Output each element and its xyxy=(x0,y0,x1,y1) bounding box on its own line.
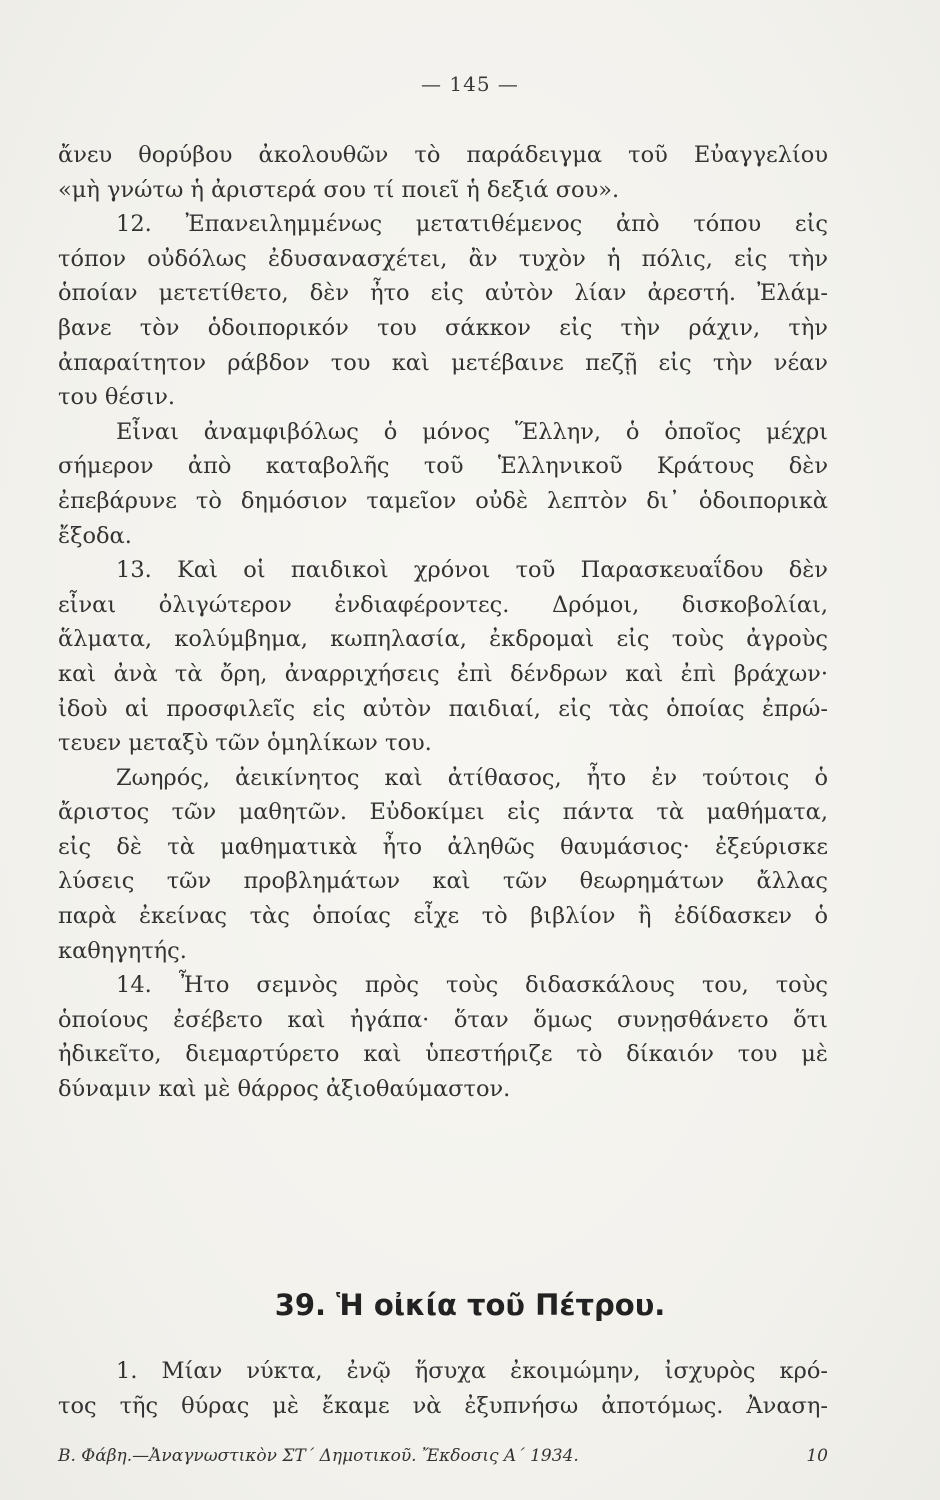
text-line: Εἶναι ἀναμφιβόλως ὁ μόνος Ἕλλην, ὁ ὁποῖος μέχρι xyxy=(116,418,828,445)
text-line: του θέσιν. xyxy=(58,384,176,411)
text-line: Ζωηρός, ἀεικίνητος καὶ ἀτίθασος, ἦτο ἐν τούτοις ὁ xyxy=(116,764,828,791)
page-number: — 145 — xyxy=(421,72,519,96)
text-line: εἰς δὲ τὰ μαθηματικὰ ἦτο ἀληθῶς θαυμάσιος· ἐξεύρισκε xyxy=(58,833,828,860)
body-text-main xyxy=(58,138,828,1107)
text-line: ἔξοδα. xyxy=(58,522,132,549)
text-line: 13. Καὶ οἱ παιδικοὶ χρόνοι τοῦ Παρασκευαΐδου δὲν xyxy=(116,557,828,584)
text-line: 14. Ἦτο σεμνὸς πρὸς τοὺς διδασκάλους του, τοὺς xyxy=(116,972,828,999)
text-line: 12. Ἐπανειλημμένως μετατιθέμενος ἀπὸ τόπου εἰς xyxy=(116,211,828,238)
text-line: τευεν μεταξὺ τῶν ὁμηλίκων του. xyxy=(58,730,432,757)
text-line: εἶναι ὀλιγώτερον ἐνδιαφέροντες. Δρόμοι, δισκοβολίαι, xyxy=(58,591,828,618)
text-line: ἐπεβάρυνε τὸ δημόσιον ταμεῖον οὐδὲ λεπτὸν δι᾽ ὁδοιπορικὰ xyxy=(58,487,828,514)
text-line: ἄριστος τῶν μαθητῶν. Εὐδοκίμει εἰς πάντα τὰ μαθήματα, xyxy=(58,799,828,826)
signature-number: 10 xyxy=(806,1446,828,1466)
body-text-chapter xyxy=(58,1354,828,1423)
chapter-heading: 39. Ἡ οἰκία τοῦ Πέτρου. xyxy=(274,1288,666,1322)
text-line: βανε τὸν ὁδοιπορικόν του σάκκον εἰς τὴν ράχιν, τὴν xyxy=(58,314,828,341)
text-line: σήμερον ἀπὸ καταβολῆς τοῦ Ἑλληνικοῦ Κράτους δὲν xyxy=(58,453,828,480)
text-line: καὶ ἀνὰ τὰ ὄρη, ἀναρριχήσεις ἐπὶ δένδρων καὶ ἐπὶ βράχων· xyxy=(58,660,828,687)
text-line: ὁποίαν μετετίθετο, δὲν ἦτο εἰς αὐτὸν λίαν ἀρεστή. Ἐλάμ- xyxy=(58,280,828,307)
text-line: ἄνευ θορύβου ἀκολουθῶν τὸ παράδειγμα τοῦ Εὐαγγελίου xyxy=(58,142,828,168)
page-footer xyxy=(58,1446,828,1466)
text-line: ἅλματα, κολύμβημα, κωπηλασία, ἐκδρομαὶ εἰς τοὺς ἀγροὺς xyxy=(58,626,828,653)
text-line: «μὴ γνώτω ἡ ἀριστερά σου τί ποιεῖ ἡ δεξιά σου». xyxy=(58,176,620,203)
text-line: ἰδοὺ αἱ προσφιλεῖς εἰς αὐτὸν παιδιαί, εἰς τὰς ὁποίας ἐπρώ- xyxy=(58,695,828,722)
text-line: λύσεις τῶν προβλημάτων καὶ τῶν θεωρημάτων ἄλλας xyxy=(58,868,828,895)
text-line: 1. Μίαν νύκτα, ἐνῷ ἥσυχα ἐκοιμώμην, ἰσχυρὸς κρό- xyxy=(116,1358,828,1384)
footer-citation: Β. Φάβη.—Ἀναγνωστικὸν ΣΤ΄ Δημοτικοῦ. Ἔκδοσις Α΄ 1934. xyxy=(58,1446,579,1466)
text-line: τος τῆς θύρας μὲ ἔκαμε νὰ ἐξυπνήσω ἀποτόμως. Ἀναση- xyxy=(58,1392,828,1419)
text-line: ἀπαραίτητον ράβδον του καὶ μετέβαινε πεζῇ εἰς τὴν νέαν xyxy=(58,349,828,376)
text-line: τόπον οὐδόλως ἐδυσανασχέτει, ἂν τυχὸν ἡ πόλις, εἰς τὴν xyxy=(58,245,828,272)
text-line: δύναμιν καὶ μὲ θάρρος ἀξιοθαύμαστον. xyxy=(58,1076,511,1103)
text-line: ὁποίους ἐσέβετο καὶ ἠγάπα· ὅταν ὅμως συνῃσθάνετο ὅτι xyxy=(58,1006,828,1033)
text-line: ἠδικεῖτο, διεμαρτύρετο καὶ ὑπεστήριζε τὸ δίκαιόν του μὲ xyxy=(58,1041,828,1068)
text-line: καθηγητής. xyxy=(58,937,187,964)
text-line: παρὰ ἐκείνας τὰς ὁποίας εἶχε τὸ βιβλίον ἢ ἐδίδασκεν ὁ xyxy=(58,903,828,930)
